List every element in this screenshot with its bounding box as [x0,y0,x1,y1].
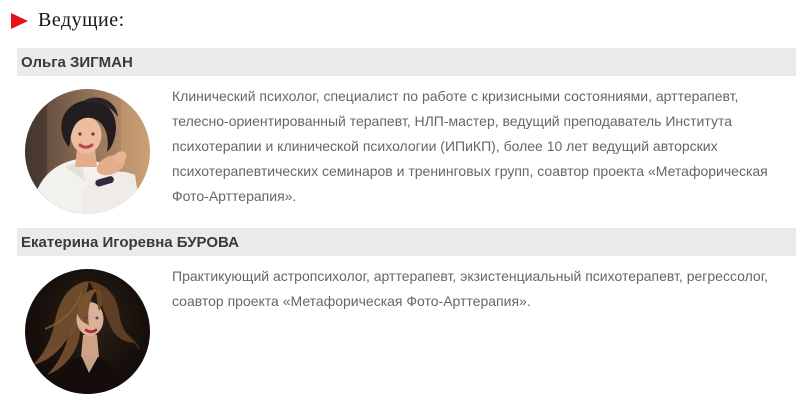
presenter-name: Ольга ЗИГМАН [21,53,133,71]
section-title: Ведущие: [38,9,125,31]
presenter-photo [25,89,150,214]
presenter-card [25,89,796,214]
presenter-photo-illustration [25,269,150,394]
presenter-name: Екатерина Игоревна БУРОВА [21,233,239,251]
section-header [11,9,125,32]
presenter-card [25,269,796,394]
presenter-name-bar [17,228,796,256]
red-triangle-bullet-icon [11,13,28,29]
presenter-photo-illustration [25,89,150,214]
presenter-photo [25,269,150,394]
presenter-description: Клинический психолог, специалист по работе с кризисными состояниями, арттерапевт, телесно-ориентированный терапевт, НЛП-мастер, ведущий преподаватель Института психотерапии и клинической психологии (ИПиКП), более 10 лет ведущий авторских психотерапевтических семинаров и тренинговых групп, соавтор проекта «Метафорическая Фото-Арттерапия». [172,88,768,204]
presenter-description: Практикующий астропсихолог, арттерапевт, экзистенциальный психотерапевт, регрессолог, соавтор проекта «Метафорическая Фото-Арттерапия». [172,268,768,309]
presenter-name-bar [17,48,796,76]
